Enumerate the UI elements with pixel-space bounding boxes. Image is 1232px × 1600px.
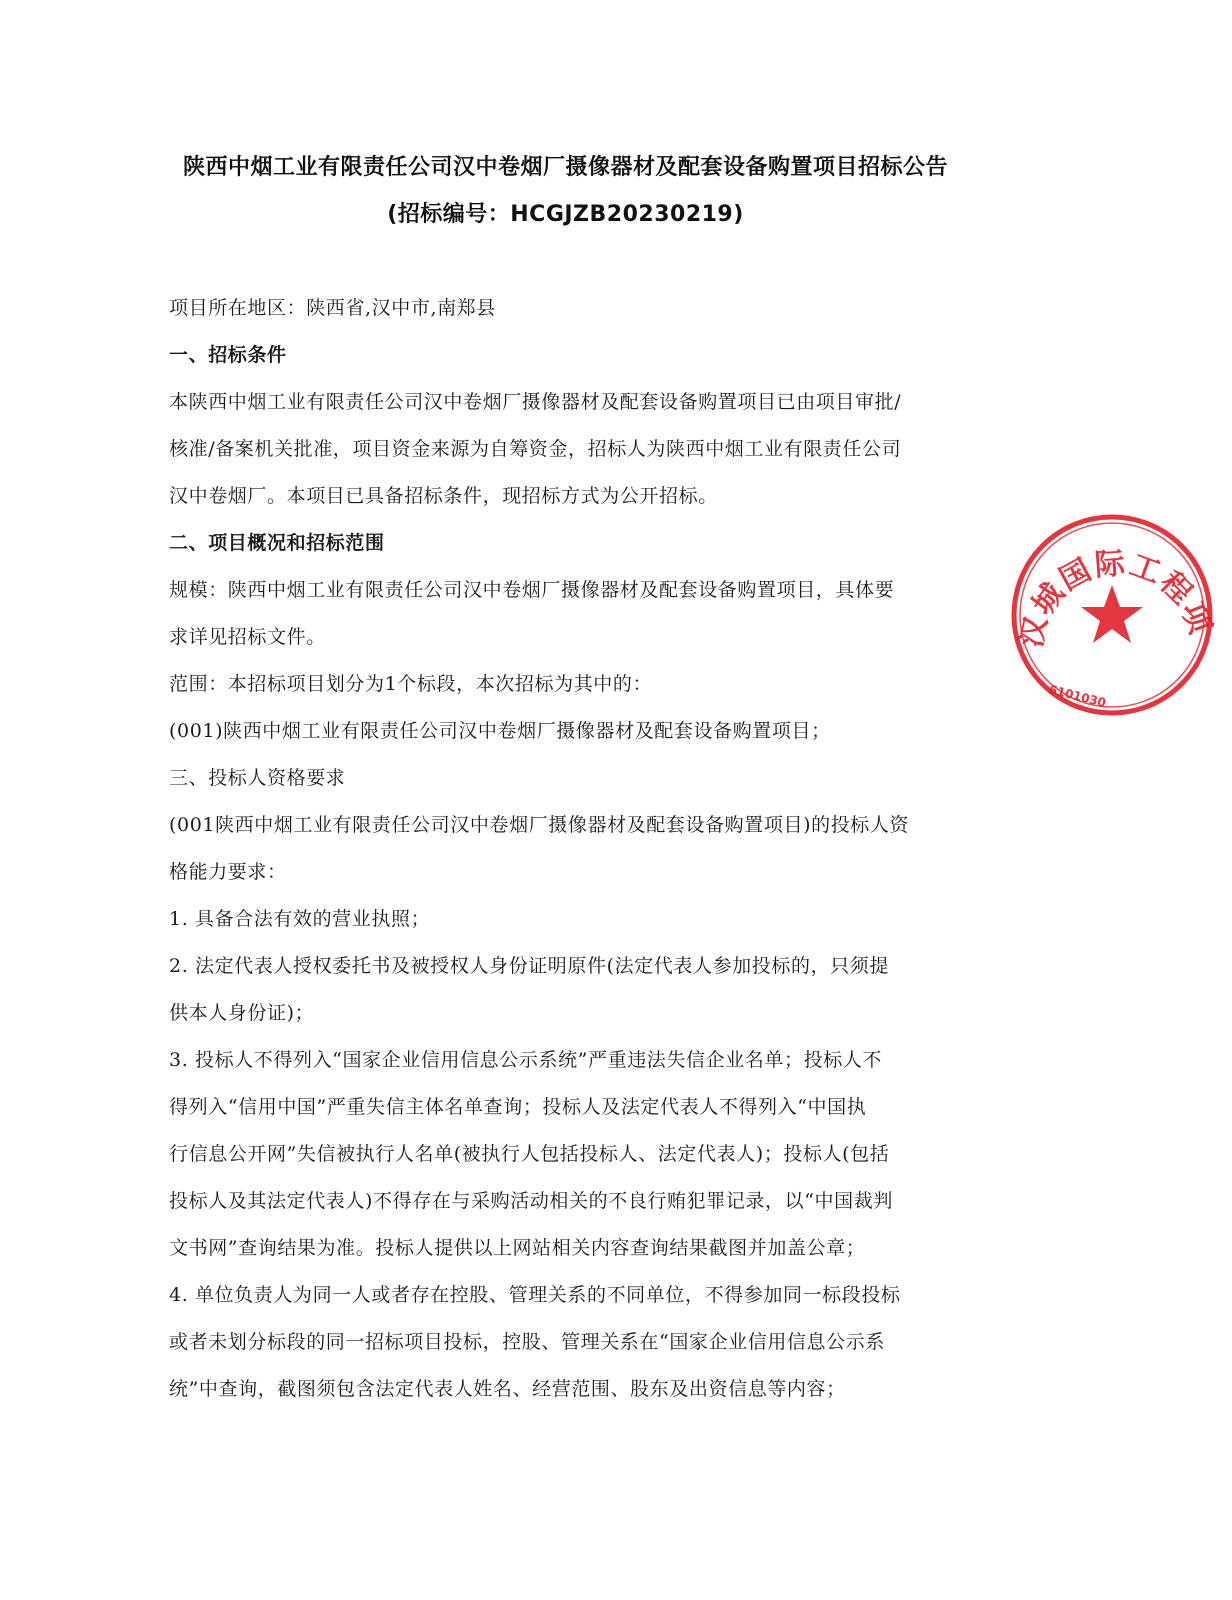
body-line: 投标人及其法定代表人)不得存在与采购活动相关的不良行贿犯罪记录，以“中国裁判 (169, 1190, 893, 1212)
section-heading-qualifications: 三、投标人资格要求 (169, 767, 346, 789)
body-line: 求详见招标文件。 (169, 626, 326, 648)
body-line: 范围：本招标项目划分为1个标段，本次招标为其中的： (169, 673, 653, 695)
body-line: 得列入“信用中国”严重失信主体名单查询；投标人及法定代表人不得列入“中国执 (169, 1096, 867, 1118)
body-line: (001陕西中烟工业有限责任公司汉中卷烟厂摄像器材及配套设备购置项目)的投标人资 (169, 814, 910, 836)
body-line: 1. 具备合法有效的营业执照； (169, 908, 431, 930)
body-line: 汉中卷烟厂。本项目已具备招标条件，现招标方式为公开招标。 (169, 485, 718, 507)
document-title: 陕西中烟工业有限责任公司汉中卷烟厂摄像器材及配套设备购置项目招标公告 (182, 155, 948, 180)
body-line: 4. 单位负责人为同一人或者存在控股、管理关系的不同单位，不得参加同一标段投标 (169, 1284, 901, 1306)
document-body (169, 285, 949, 1413)
svg-text:汉城国际工程项: 汉城国际工程项 (1013, 546, 1219, 651)
body-line: 统”中查询，截图须包含法定代表人姓名、经营范围、股东及出资信息等内容； (169, 1378, 846, 1400)
body-line: 行信息公开网”失信被执行人名单(被执行人包括投标人、法定代表人)；投标人(包括 (169, 1143, 890, 1165)
tender-number: (招标编号：HCGJZB20230219) (387, 202, 744, 227)
body-line: 2. 法定代表人授权委托书及被授权人身份证明原件(法定代表人参加投标的，只须提 (169, 955, 889, 977)
body-line: 或者未划分标段的同一招标项目投标，控股、管理关系在“国家企业信用信息公示系 (169, 1331, 885, 1353)
seal-stamp-icon (1002, 507, 1232, 737)
body-line: 本陕西中烟工业有限责任公司汉中卷烟厂摄像器材及配套设备购置项目已由项目审批/ (169, 391, 902, 413)
body-line: 规模：陕西中烟工业有限责任公司汉中卷烟厂摄像器材及配套设备购置项目，具体要 (169, 579, 895, 601)
body-line: 核准/备案机关批准，项目资金来源为自筹资金，招标人为陕西中烟工业有限责任公司 (169, 438, 902, 460)
section-heading-conditions: 一、招标条件 (169, 344, 287, 366)
project-location: 项目所在地区：陕西省,汉中市,南郑县 (169, 297, 496, 319)
body-line: (001)陕西中烟工业有限责任公司汉中卷烟厂摄像器材及配套设备购置项目； (169, 720, 831, 742)
body-line: 文书网”查询结果为准。投标人提供以上网站相关内容查询结果截图并加盖公章； (169, 1237, 866, 1259)
body-line: 供本人身份证)； (169, 1002, 315, 1024)
company-seal (1002, 507, 1219, 722)
body-line: 3. 投标人不得列入“国家企业信用信息公示系统”严重违法失信企业名单；投标人不 (169, 1049, 882, 1071)
svg-text:6101030: 6101030 (1047, 682, 1108, 711)
body-line: 格能力要求： (169, 861, 287, 883)
section-heading-overview: 二、项目概况和招标范围 (169, 532, 385, 554)
